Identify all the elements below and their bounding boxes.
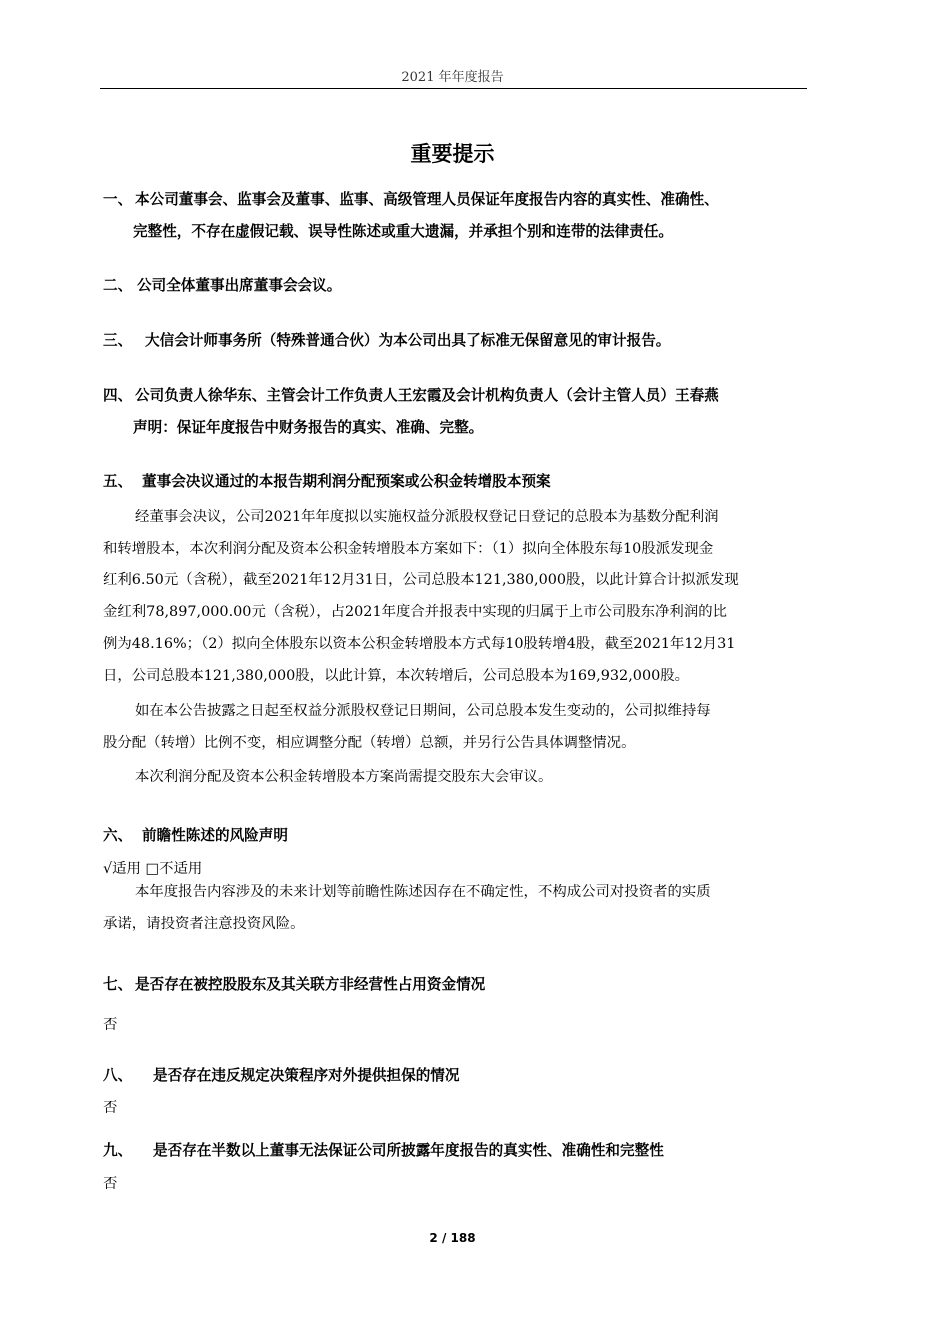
- item-8: [0, 1064, 950, 1088]
- item-9: [0, 1139, 950, 1163]
- s5-para: [0, 505, 950, 529]
- page-number: 2 / 188: [429, 1231, 476, 1245]
- item-4-line-2: 声明：保证年度报告中财务报告的真实、准确、完整。: [133, 419, 484, 436]
- s6-para: [0, 880, 950, 904]
- item-4: [0, 384, 950, 408]
- s5-para: [0, 600, 950, 624]
- s6-line-2: 承诺，请投资者注意投资风险。: [103, 916, 305, 932]
- s8-answer: [0, 1096, 950, 1120]
- item-1-line-2: 完整性，不存在虚假记载、误导性陈述或重大遗漏，并承担个别和连带的法律责任。: [133, 223, 673, 240]
- s5-line-8: 股分配（转增）比例不变，相应调整分配（转增）总额，并另行公告具体调整情况。: [103, 735, 636, 751]
- item-4-line-1: 公司负责人徐华东、主管会计工作负责人王宏霞及会计机构负责人（会计主管人员）王春燕: [135, 387, 719, 404]
- s6-option-row: [0, 857, 950, 881]
- s5-para: [0, 632, 950, 656]
- item-1: [0, 188, 950, 212]
- item-4-cont: [0, 416, 950, 440]
- item-6: [0, 824, 950, 848]
- s5-para: [0, 731, 950, 755]
- s5-para: [0, 537, 950, 561]
- item-3-text: 大信会计师事务所（特殊普通合伙）为本公司出具了标准无保留意见的审计报告。: [145, 332, 671, 349]
- item-1-label: 一、: [103, 191, 133, 208]
- item-4-label: 四、: [103, 387, 133, 404]
- page-title: 重要提示: [410, 142, 495, 166]
- s5-para: [0, 568, 950, 592]
- item-5-heading: 董事会决议通过的本报告期利润分配预案或公积金转增股本预案: [142, 473, 551, 490]
- s6-para: [0, 912, 950, 936]
- item-2-text: 公司全体董事出席董事会会议。: [137, 277, 342, 294]
- item-7: [0, 973, 950, 997]
- s5-line-5: 例为48.16%；（2）拟向全体股东以资本公积金转增股本方式每10股转增4股，截至2021年12月31: [103, 636, 736, 652]
- item-8-label: 八、: [103, 1067, 133, 1084]
- s5-line-3: 红利6.50元（含税），截至2021年12月31日，公司总股本121,380,000股，以此计算合计拟派发现: [103, 572, 739, 588]
- item-2: [0, 274, 950, 298]
- item-5-label: 五、: [103, 473, 133, 490]
- s5-line-1: 经董事会决议，公司2021年年度拟以实施权益分派股权登记日登记的总股本为基数分配利润: [135, 509, 719, 525]
- s8-answer-text: 否: [103, 1100, 118, 1116]
- s9-answer-text: 否: [103, 1176, 118, 1192]
- item-5: [0, 470, 950, 494]
- item-1-line-1: 本公司董事会、监事会及董事、监事、高级管理人员保证年度报告内容的真实性、准确性、: [135, 191, 719, 208]
- s6-line-1: 本年度报告内容涉及的未来计划等前瞻性陈述因存在不确定性，不构成公司对投资者的实质: [135, 884, 711, 900]
- item-7-heading: 是否存在被控股股东及其关联方非经营性占用资金情况: [135, 976, 486, 993]
- s5-para: [0, 765, 950, 789]
- s5-para: [0, 699, 950, 723]
- s5-line-9: 本次利润分配及资本公积金转增股本方案尚需提交股东大会审议。: [135, 769, 553, 785]
- item-2-label: 二、: [103, 277, 133, 294]
- s7-answer: [0, 1013, 950, 1037]
- item-3: [0, 329, 950, 353]
- item-1-cont: [0, 220, 950, 244]
- applicability-checkbox-text: √适用 □不适用: [103, 861, 203, 877]
- item-8-heading: 是否存在违反规定决策程序对外提供担保的情况: [153, 1067, 460, 1084]
- item-6-label: 六、: [103, 827, 133, 844]
- item-9-label: 九、: [103, 1142, 133, 1159]
- s7-answer-text: 否: [103, 1017, 118, 1033]
- s5-line-6: 日，公司总股本121,380,000股，以此计算，本次转增后，公司总股本为169,932,000股。: [103, 668, 690, 684]
- item-7-label: 七、: [103, 976, 133, 993]
- header-divider: [100, 88, 807, 89]
- s5-line-2: 和转增股本，本次利润分配及资本公积金转增股本方案如下：（1）拟向全体股东每10股派发现金: [103, 541, 714, 557]
- item-6-heading: 前瞻性陈述的风险声明: [142, 827, 288, 844]
- s9-answer: [0, 1172, 950, 1196]
- item-9-heading: 是否存在半数以上董事无法保证公司所披露年度报告的真实性、准确性和完整性: [153, 1142, 664, 1159]
- item-3-label: 三、: [103, 332, 133, 349]
- s5-line-7: 如在本公告披露之日起至权益分派股权登记日期间，公司总股本发生变动的，公司拟维持每: [135, 703, 711, 719]
- page-header: 2021 年年度报告: [401, 70, 504, 85]
- s5-para: [0, 664, 950, 688]
- s5-line-4: 金红利78,897,000.00元（含税），占2021年度合并报表中实现的归属于上市公司股东净利润的比: [103, 604, 727, 620]
